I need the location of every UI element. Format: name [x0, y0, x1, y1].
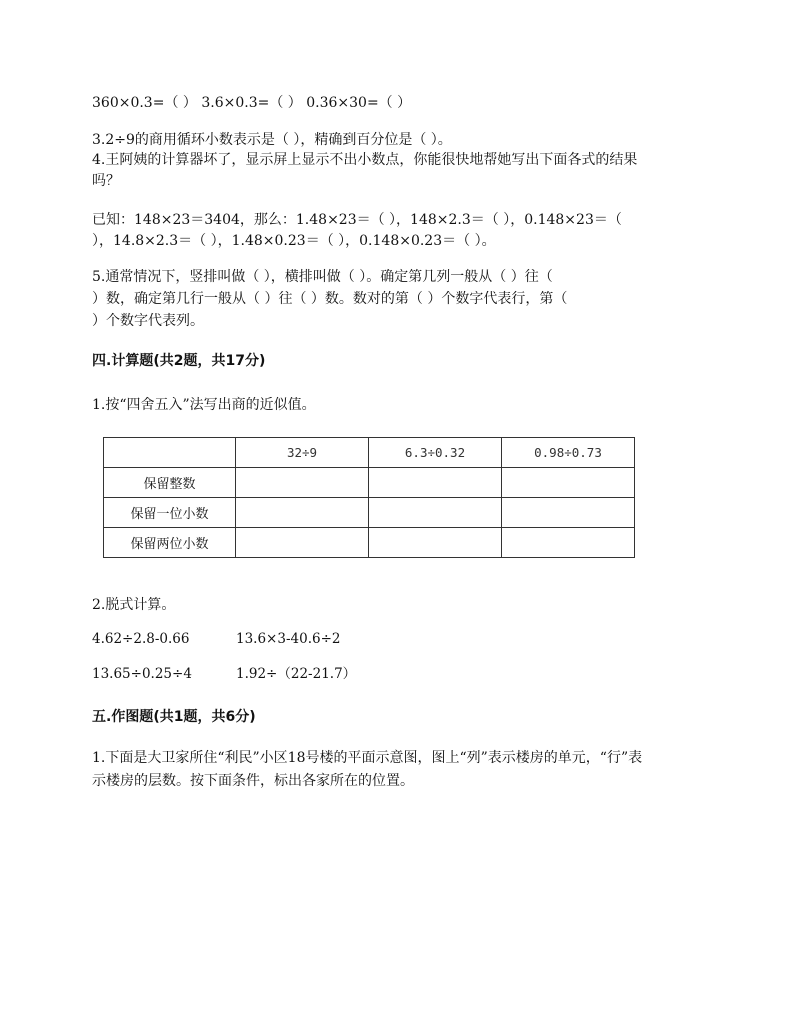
question-5-line-2: ）数，确定第几行一般从（ ）往（ ）数。数对的第（ ）个数字代表行，第（: [92, 291, 568, 307]
question-4-line-3: 已知：148×23＝3404，那么：1.48×23＝（ ），148×2.3＝（ ），0.148×23＝（: [92, 212, 622, 228]
question-4-line-1: 4.王阿姨的计算器坏了，显示屏上显示不出小数点，你能很快地帮她写出下面各式的结果: [92, 152, 638, 168]
row-label: 保留两位小数: [104, 528, 236, 558]
question-3-repeating-decimal: 3.2÷9的商用循环小数表示是（ ），精确到百分位是（ ）。: [92, 132, 452, 148]
approximation-table: [103, 437, 635, 558]
expression: 13.6×3-40.6÷2: [236, 631, 341, 647]
table-row: [104, 528, 635, 558]
answer-cell[interactable]: [236, 468, 369, 498]
section-4-title: 四.计算题(共2题，共17分): [92, 353, 266, 369]
section-5-question-1-line-1: 1.下面是大卫家所住“利民”小区18号楼的平面示意图，图上“列”表示楼房的单元，“行”表: [92, 750, 643, 766]
expression: 4.62÷2.8-0.66: [92, 631, 190, 647]
question-3-line: 360×0.3=（ ） 3.6×0.3=（ ） 0.36×30=（ ）: [92, 95, 412, 111]
answer-cell[interactable]: [369, 498, 502, 528]
table-header-row: [104, 438, 635, 468]
table-header-cell: 6.3÷0.32: [369, 438, 502, 468]
answer-cell[interactable]: [236, 498, 369, 528]
section-5-title: 五.作图题(共1题，共6分): [92, 709, 256, 725]
section-4-question-2: 2.脱式计算。: [92, 597, 176, 613]
answer-cell[interactable]: [502, 468, 635, 498]
question-4-line-4: ），14.8×2.3＝（ ），1.48×0.23＝（ ），0.148×0.23＝（ ）。: [92, 233, 496, 249]
answer-cell[interactable]: [502, 498, 635, 528]
table-header-cell: [104, 438, 236, 468]
table-row: [104, 468, 635, 498]
expression: 13.65÷0.25÷4: [92, 666, 192, 682]
question-5-line-3: ）个数字代表列。: [92, 313, 204, 329]
answer-cell[interactable]: [236, 528, 369, 558]
section-5-question-1-line-2: 示楼房的层数。按下面条件，标出各家所在的位置。: [92, 773, 414, 789]
answer-cell[interactable]: [502, 528, 635, 558]
table-row: [104, 498, 635, 528]
table-header-cell: 32÷9: [236, 438, 369, 468]
question-4-line-2: 吗？: [92, 173, 120, 189]
row-label: 保留一位小数: [104, 498, 236, 528]
expression: 1.92÷（22-21.7）: [236, 666, 357, 682]
table-header-cell: 0.98÷0.73: [502, 438, 635, 468]
question-5-line-1: 5.通常情况下，竖排叫做（ ），横排叫做（ ）。确定第几列一般从（ ）往（: [92, 269, 553, 285]
answer-cell[interactable]: [369, 528, 502, 558]
answer-cell[interactable]: [369, 468, 502, 498]
row-label: 保留整数: [104, 468, 236, 498]
section-4-question-1: 1.按“四舍五入”法写出商的近似值。: [92, 397, 316, 413]
